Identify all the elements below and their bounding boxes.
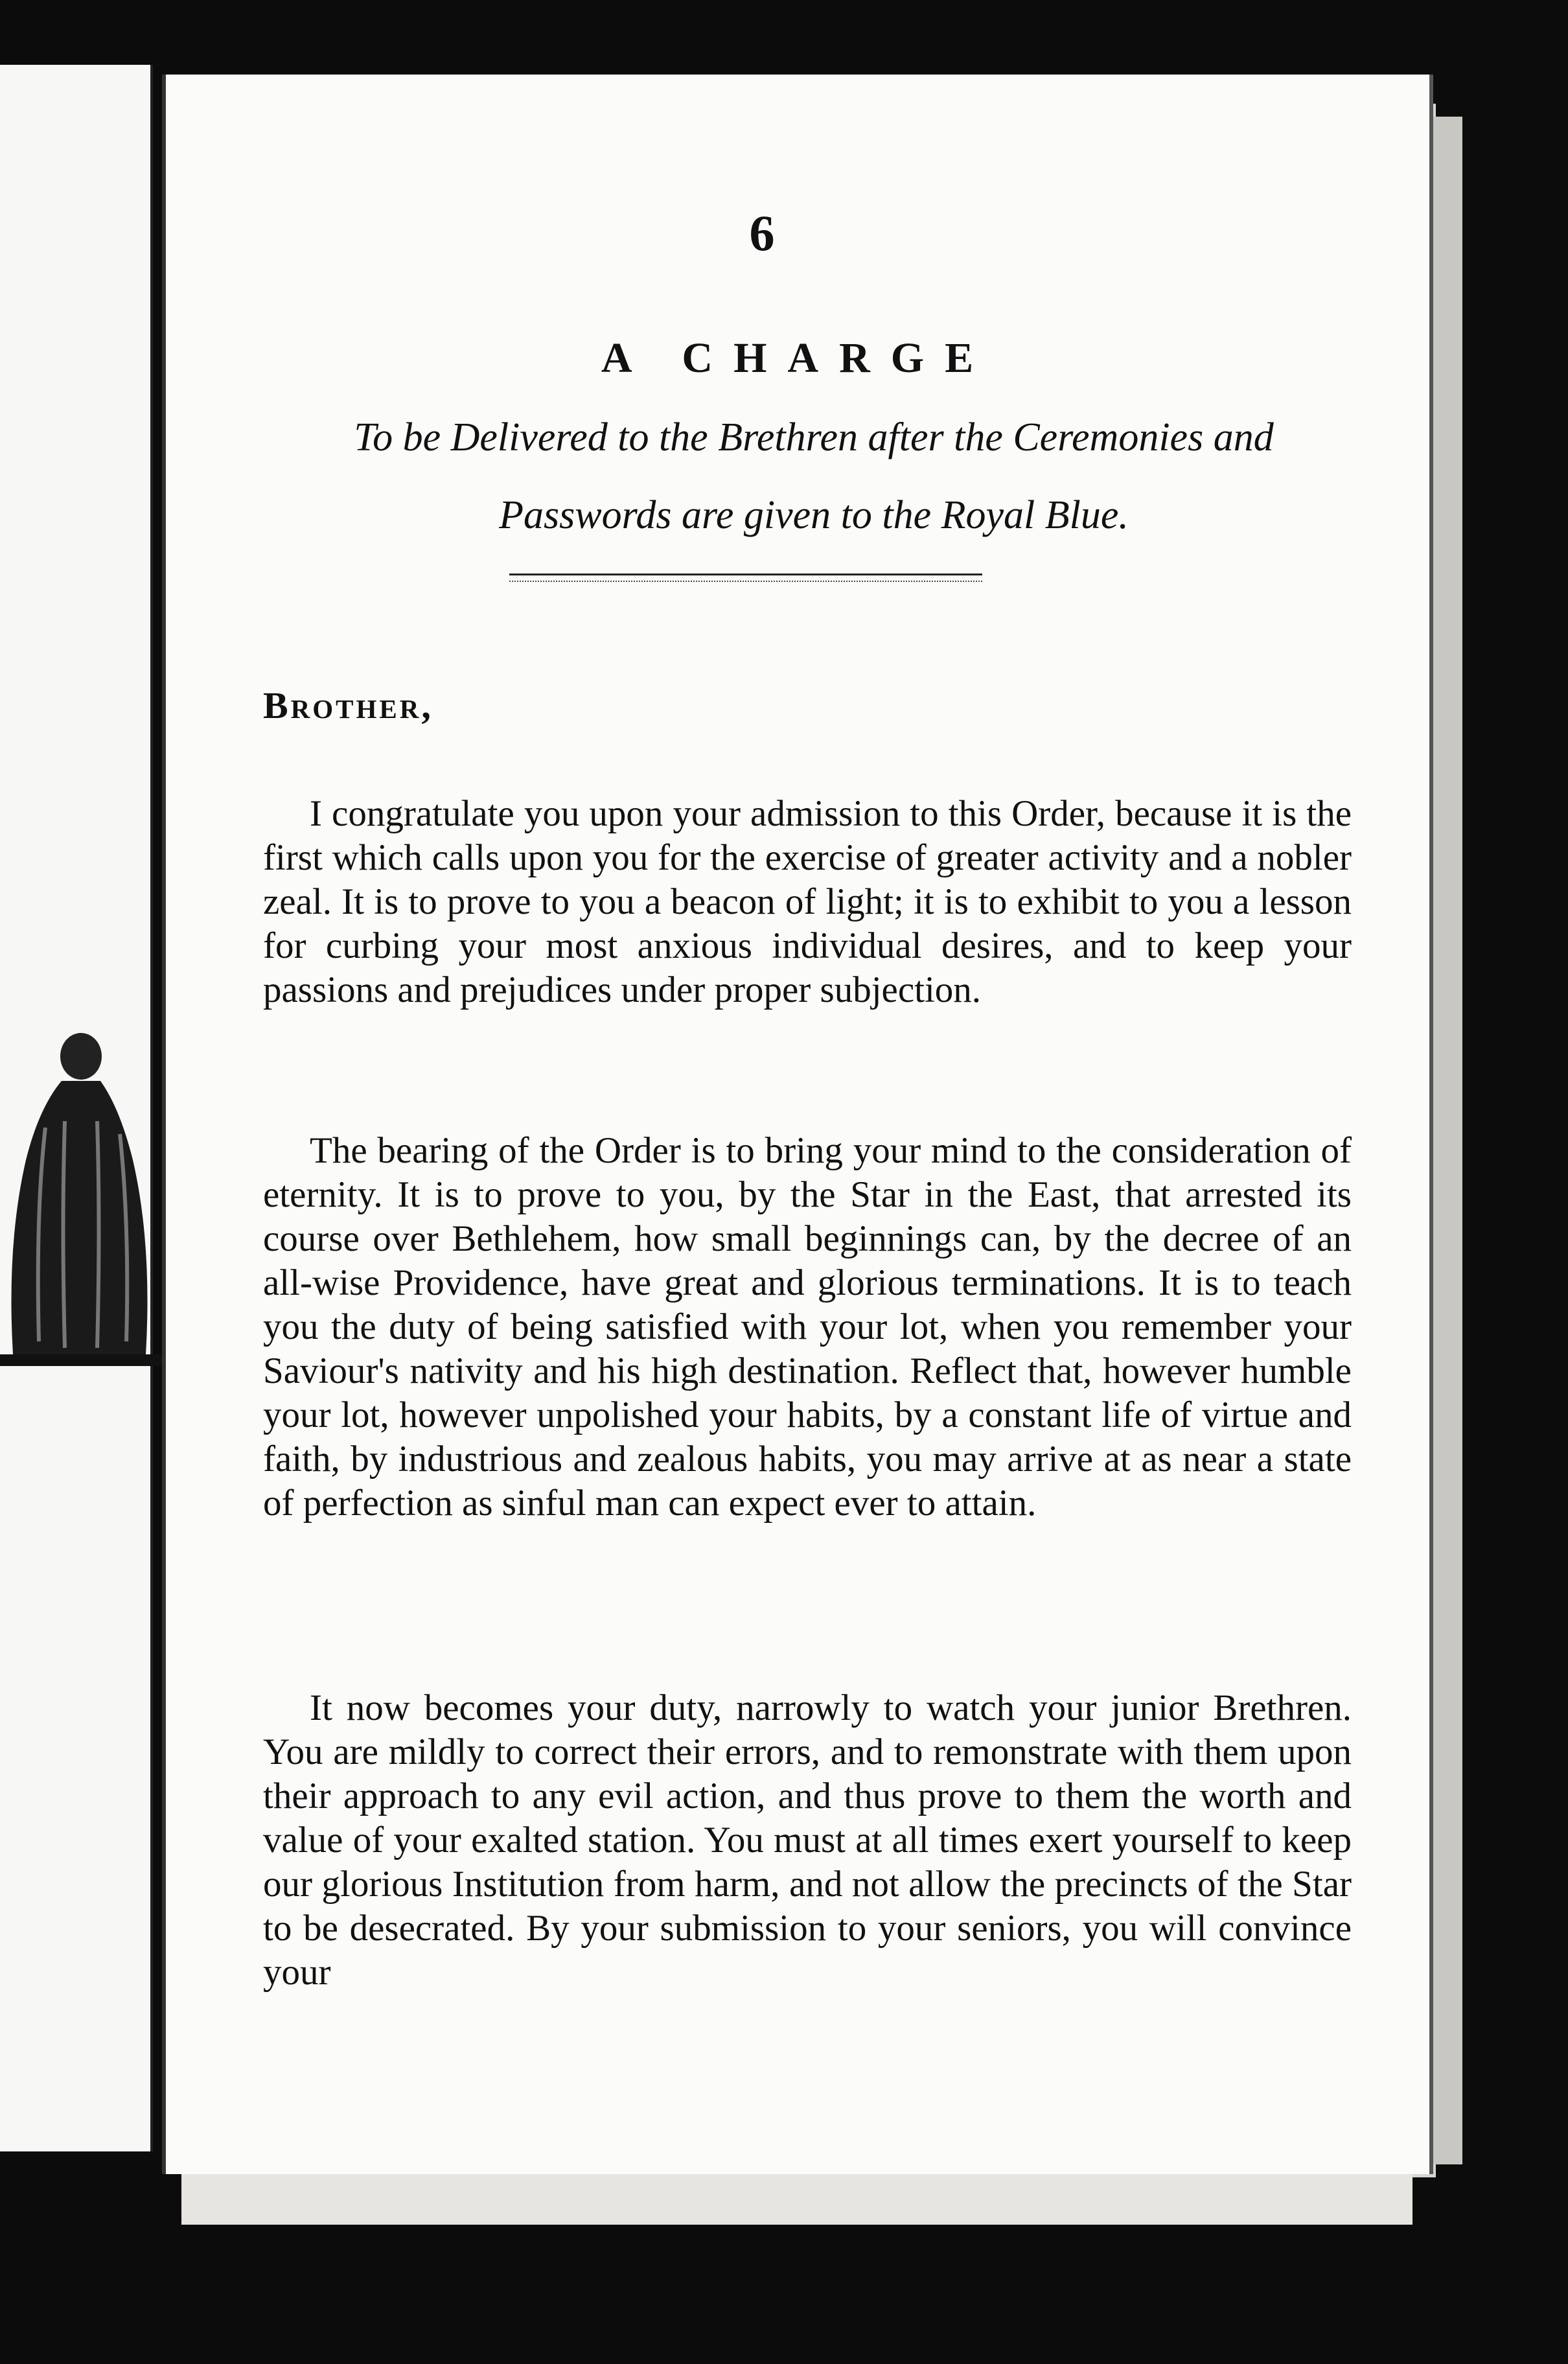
body-paragraph: I congratulate you upon your admission to this Order, because it is the first which calls upon you for the exercise of greater activity and a nobler zeal. It is to prove to you a beacon of light; it is to exhibit to you a lesson for curbing your most anxious individual desires, and to keep your passions and prejudices under proper subjection. [263, 793, 1352, 1010]
decorative-rule [509, 574, 982, 582]
chapter-title: A CHARGE [601, 334, 995, 382]
page-number: 6 [749, 205, 775, 261]
subtitle-line: Passwords are given to the Royal Blue. [499, 493, 1129, 537]
salutation: Brother, [263, 684, 433, 726]
robed-figure-illustration [0, 1030, 162, 1380]
chapter-subtitle [263, 399, 1365, 554]
facing-page [0, 65, 153, 2151]
body-paragraph: The bearing of the Order is to bring your mind to the consideration of eternity. It is to prove to you, by the Star in the East, that arrested its course over Bethlehem, how small beginnings can, by the decree of an all-wise Providence, have great and glorious terminations. It is to teach you the duty of being satisfied with your lot, when you remember your Saviour's nativity and his high destination. Reflect that, however humble your lot, however unpolished your habits, by a constant life of virtue and faith, by industrious and zealous habits, you may arrive at as near a state of perfection as sinful man can expect ever to attain. [263, 1130, 1352, 1524]
body-paragraph: It now becomes your duty, narrowly to watch your junior Brethren. You are mildly to correct their errors, and to remonstrate with them upon their approach to any evil action, and thus prove to them the worth and value of your exalted station. You must at all times exert yourself to keep our glorious Institution from harm, and not allow the precincts of the Star to be desecrated. By your submission to your seniors, you will convince your [263, 1687, 1352, 1993]
subtitle-line: To be Delivered to the Brethren after the Ceremonies and [354, 415, 1274, 459]
book-page [162, 75, 1429, 2174]
